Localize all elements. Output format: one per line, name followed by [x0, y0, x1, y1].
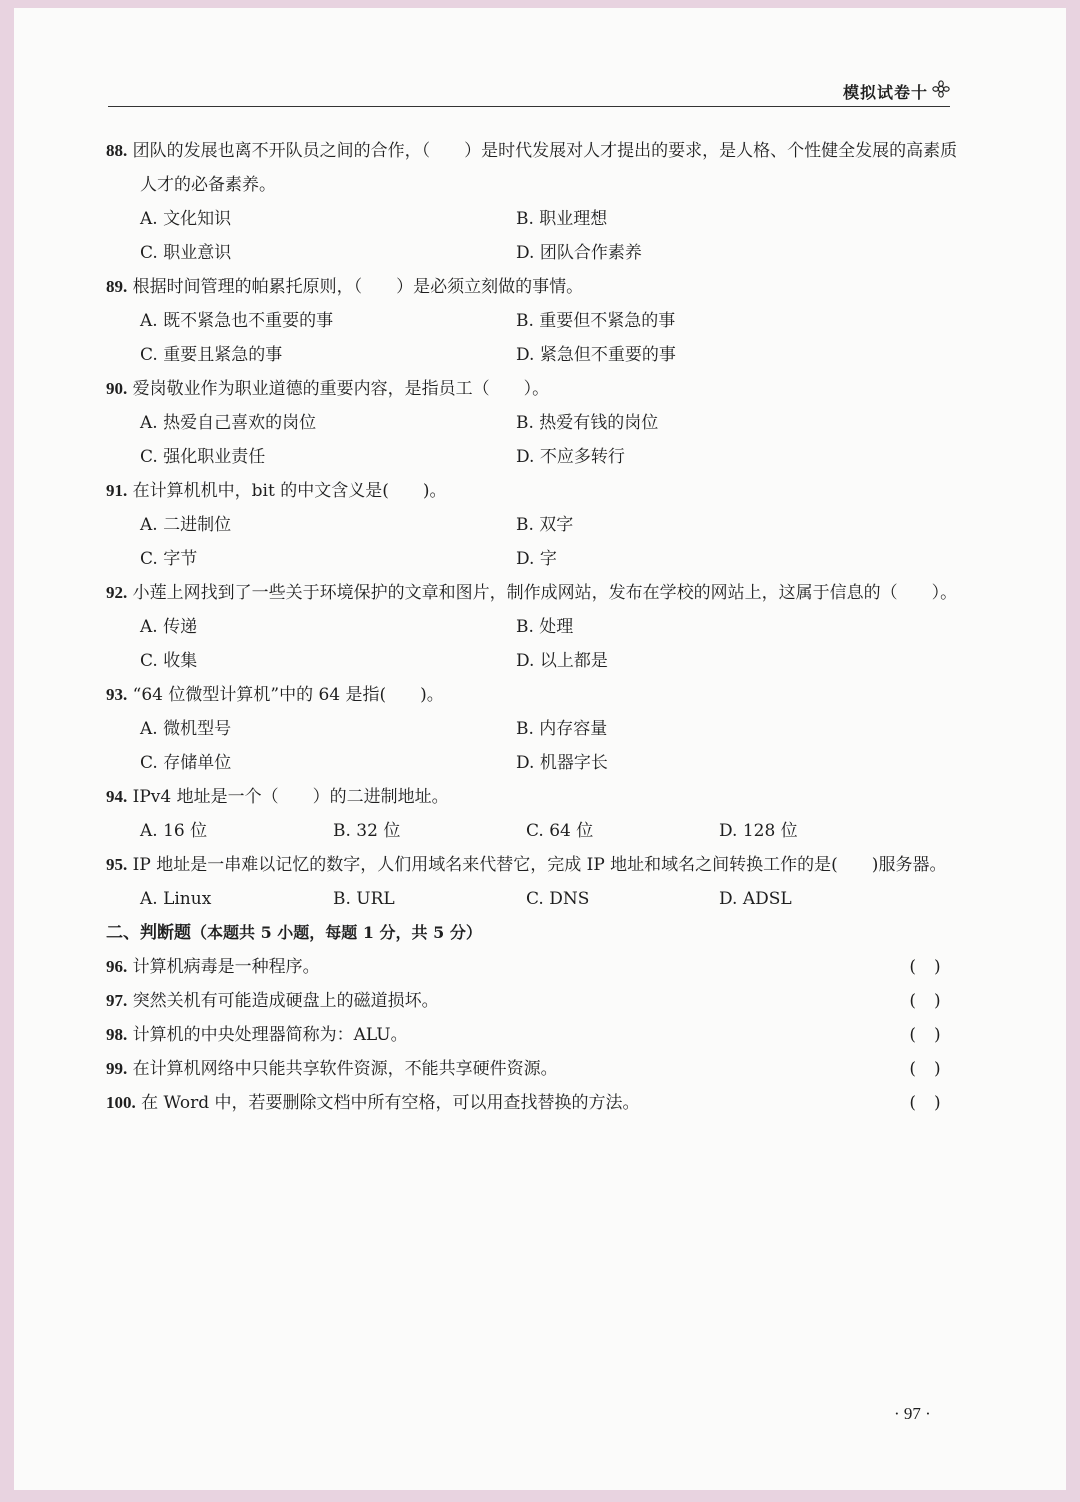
question-99	[106, 1052, 966, 1086]
option-a: A. 既不紧急也不重要的事	[140, 311, 334, 331]
options-88-cd	[106, 236, 966, 270]
option-b: B. 32 位	[333, 821, 401, 841]
question-number: 92.	[106, 583, 128, 602]
question-text: IPv4 地址是一个（ ）的二进制地址。	[132, 787, 449, 807]
question-100	[106, 1086, 966, 1120]
options-90-cd	[106, 440, 966, 474]
header-divider	[108, 106, 950, 107]
options-92-cd	[106, 644, 966, 678]
options-91-cd	[106, 542, 966, 576]
header-title: 模拟试卷十	[842, 83, 928, 102]
option-c: C. 收集	[140, 651, 198, 671]
option-b: B. 重要但不紧急的事	[516, 311, 676, 331]
question-89	[106, 270, 966, 304]
question-98	[106, 1018, 966, 1052]
option-c: C. DNS	[526, 889, 590, 909]
options-92	[106, 610, 966, 644]
question-number: 94.	[106, 787, 128, 806]
option-a: A. 热爱自己喜欢的岗位	[140, 413, 317, 433]
question-text: 根据时间管理的帕累托原则，（ ）是必须立刻做的事情。	[132, 277, 584, 297]
option-c: C. 存储单位	[140, 753, 232, 773]
options-95	[106, 882, 966, 916]
question-text: 爱岗敬业作为职业道德的重要内容，是指员工（ ）。	[132, 379, 550, 399]
question-text: 突然关机有可能造成硬盘上的磁道损坏。	[132, 991, 439, 1011]
question-number: 98.	[106, 1025, 128, 1044]
question-text: 在计算机机中，bit 的中文含义是( )。	[132, 481, 447, 501]
option-a: A. 文化知识	[140, 209, 232, 229]
question-95	[106, 848, 966, 882]
question-text: 小莲上网找到了一些关于环境保护的文章和图片，制作成网站，发布在学校的网站上，这属于信息的（ ）。	[132, 583, 958, 603]
option-a: A. Linux	[140, 889, 212, 909]
question-91	[106, 474, 966, 508]
question-text: “64 位微型计算机”中的 64 是指( )。	[132, 685, 444, 705]
question-94	[106, 780, 966, 814]
question-text: 计算机病毒是一种程序。	[132, 957, 320, 977]
question-text: 计算机的中央处理器简称为：ALU。	[132, 1025, 408, 1045]
flower-ornament-icon	[932, 80, 950, 98]
question-number: 95.	[106, 855, 128, 874]
question-number: 100.	[106, 1093, 136, 1112]
option-b: B. 热爱有钱的岗位	[516, 413, 659, 433]
question-92	[106, 576, 966, 610]
option-b: B. 职业理想	[516, 209, 608, 229]
question-88	[106, 134, 966, 202]
option-d: D. 不应多转行	[516, 447, 625, 467]
page-number: · 97 ·	[894, 1404, 931, 1423]
option-d: D. 机器字长	[516, 753, 608, 773]
options-91	[106, 508, 966, 542]
question-text: 在 Word 中，若要删除文档中所有空格，可以用查找替换的方法。	[141, 1093, 640, 1113]
option-d: D. 团队合作素养	[516, 243, 642, 263]
options-90	[106, 406, 966, 440]
option-c: C. 字节	[140, 549, 198, 569]
question-number: 91.	[106, 481, 128, 500]
options-88	[106, 202, 966, 236]
question-text: IP 地址是一串难以记忆的数字，人们用域名来代替它，完成 IP 地址和域名之间转换工作的是( )服务器。	[132, 855, 947, 875]
option-c: C. 强化职业责任	[140, 447, 266, 467]
question-list	[106, 134, 966, 1120]
option-a: A. 16 位	[140, 821, 208, 841]
answer-blank: ()	[909, 1025, 959, 1045]
question-96	[106, 950, 966, 984]
question-90	[106, 372, 966, 406]
options-93	[106, 712, 966, 746]
section-note: （本题共 5 小题，每题 1 分，共 5 分）	[191, 923, 482, 942]
question-text: 在计算机网络中只能共享软件资源，不能共享硬件资源。	[132, 1059, 558, 1079]
section-heading	[106, 916, 966, 950]
option-b: B. URL	[333, 889, 395, 909]
answer-blank: ()	[909, 1059, 959, 1079]
answer-blank: ()	[909, 957, 959, 977]
question-number: 88.	[106, 141, 128, 160]
option-d: D. ADSL	[719, 889, 792, 909]
question-97	[106, 984, 966, 1018]
question-number: 93.	[106, 685, 128, 704]
options-93-cd	[106, 746, 966, 780]
page-header	[108, 78, 950, 108]
option-a: A. 二进制位	[140, 515, 232, 535]
question-number: 89.	[106, 277, 128, 296]
option-b: B. 处理	[516, 617, 574, 637]
question-number: 97.	[106, 991, 128, 1010]
option-c: C. 职业意识	[140, 243, 232, 263]
question-number: 99.	[106, 1059, 128, 1078]
option-a: A. 传递	[140, 617, 198, 637]
exam-page	[14, 8, 1066, 1490]
option-d: D. 128 位	[719, 821, 798, 841]
question-text: 团队的发展也离不开队员之间的合作，（ ）是时代发展对人才提出的要求，是人格、个性健全发展的高素质人才的必备素养。	[132, 141, 958, 195]
answer-blank: ()	[909, 991, 959, 1011]
option-d: D. 紧急但不重要的事	[516, 345, 676, 365]
question-number: 96.	[106, 957, 128, 976]
option-c: C. 重要且紧急的事	[140, 345, 283, 365]
question-93	[106, 678, 966, 712]
answer-blank: ()	[909, 1093, 959, 1113]
section-title: 二、判断题	[106, 923, 191, 943]
options-89-cd	[106, 338, 966, 372]
options-89	[106, 304, 966, 338]
option-d: D. 字	[516, 549, 557, 569]
options-94	[106, 814, 966, 848]
option-d: D. 以上都是	[516, 651, 608, 671]
question-number: 90.	[106, 379, 128, 398]
option-a: A. 微机型号	[140, 719, 232, 739]
option-b: B. 双字	[516, 515, 574, 535]
option-b: B. 内存容量	[516, 719, 608, 739]
option-c: C. 64 位	[526, 821, 594, 841]
